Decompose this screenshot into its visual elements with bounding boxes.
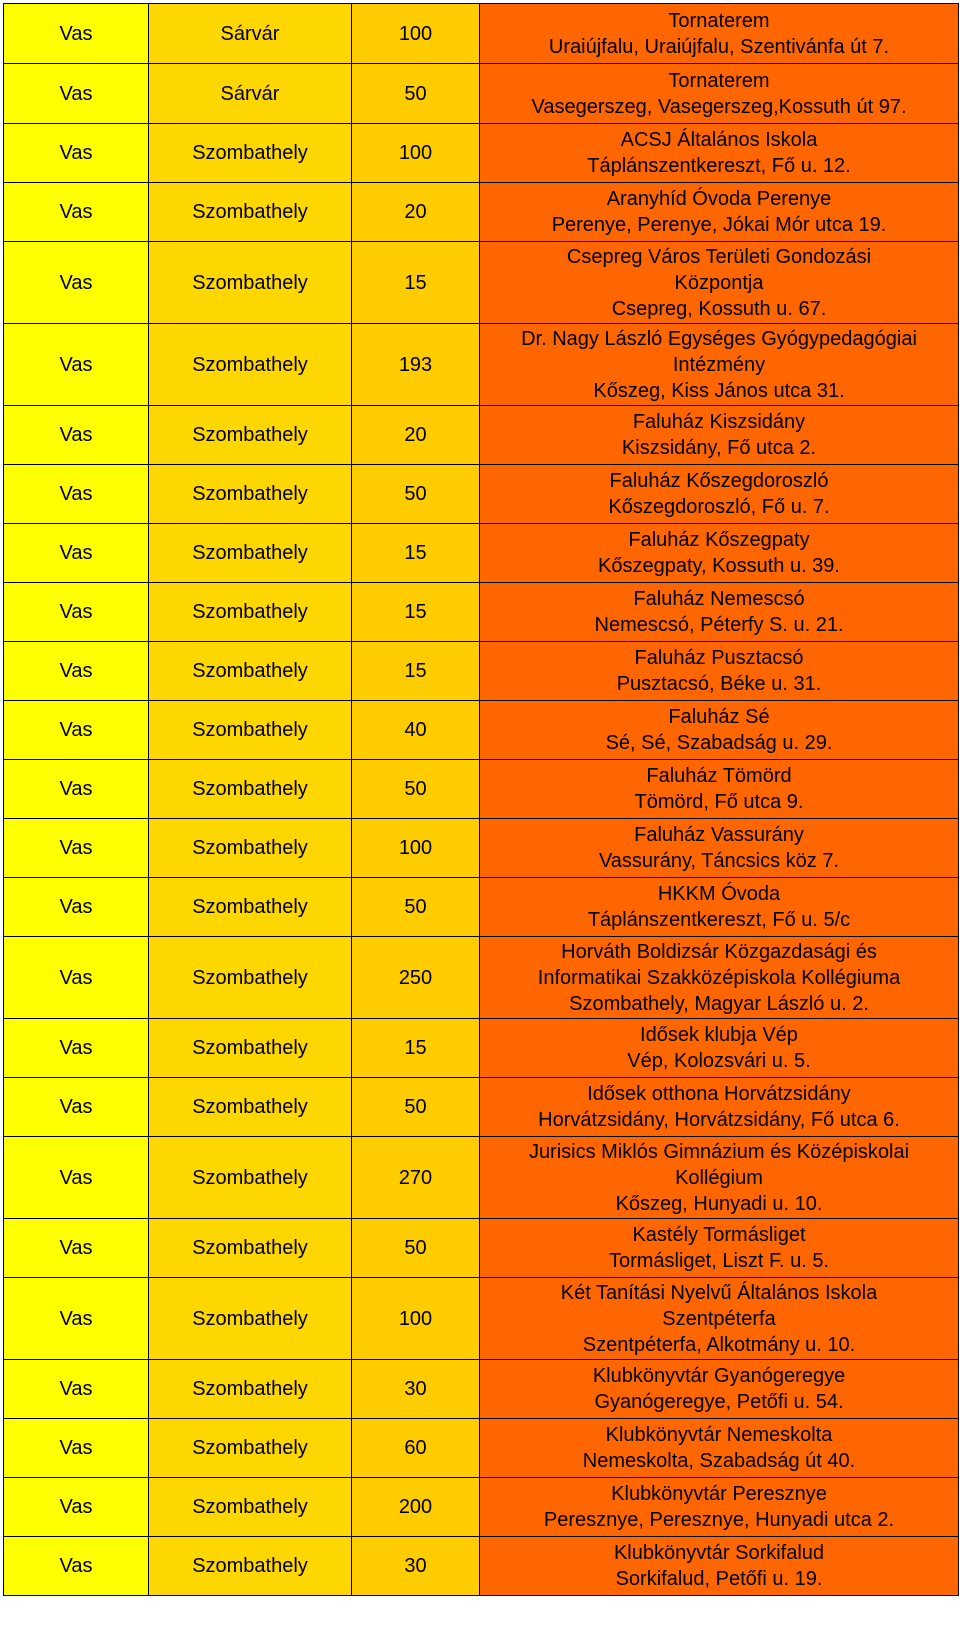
venue-name-line: Klubkönyvtár Peresznye — [611, 1483, 827, 1505]
venue-address: Kiszsidány, Fő utca 2. — [621, 437, 817, 459]
county-cell: Vas — [4, 937, 149, 1019]
city-cell: Sárvár — [149, 4, 352, 64]
county-cell: Vas — [4, 183, 149, 242]
venue-cell — [480, 1078, 959, 1137]
venue-name-line: Központja — [674, 271, 764, 294]
count-cell: 20 — [352, 406, 480, 465]
count-cell: 15 — [352, 1019, 480, 1078]
table-row — [4, 1019, 959, 1078]
city-cell: Szombathely — [149, 1278, 352, 1360]
venue-address: Vassurány, Táncsics köz 7. — [598, 850, 840, 872]
venue-name-line: Faluház Kőszegdoroszló — [609, 470, 829, 492]
table-row — [4, 701, 959, 760]
count-cell: 30 — [352, 1360, 480, 1419]
count-cell: 270 — [352, 1137, 480, 1219]
venue-cell — [480, 183, 959, 242]
table-row — [4, 324, 959, 406]
table-row — [4, 1078, 959, 1137]
county-cell: Vas — [4, 1137, 149, 1219]
venue-address: Kőszeg, Kiss János utca 31. — [593, 379, 845, 402]
table-row — [4, 583, 959, 642]
table-row — [4, 524, 959, 583]
venue-name-line: Szentpéterfa — [662, 1307, 776, 1330]
count-cell: 200 — [352, 1478, 480, 1537]
venue-name-line: Két Tanítási Nyelvű Általános Iskola — [560, 1281, 878, 1304]
venue-cell — [480, 1419, 959, 1478]
venue-cell — [480, 1019, 959, 1078]
table-row — [4, 878, 959, 937]
county-cell: Vas — [4, 1419, 149, 1478]
county-cell: Vas — [4, 1219, 149, 1278]
county-cell: Vas — [4, 642, 149, 701]
venue-name-line: Tornaterem — [668, 69, 770, 92]
city-cell: Szombathely — [149, 878, 352, 937]
venue-name-line: Kastély Tormásliget — [632, 1224, 806, 1246]
county-cell: Vas — [4, 878, 149, 937]
city-cell: Szombathely — [149, 1537, 352, 1596]
venue-address: Nemeskolta, Szabadság út 40. — [582, 1450, 856, 1472]
venue-address: Szentpéterfa, Alkotmány u. 10. — [582, 1333, 856, 1356]
venue-name-line: Informatikai Szakközépiskola Kollégiuma — [537, 966, 901, 989]
venue-address: Táplánszentkereszt, Fő u. 5/c — [587, 909, 851, 931]
city-cell: Szombathely — [149, 937, 352, 1019]
count-cell: 30 — [352, 1537, 480, 1596]
venue-cell — [480, 760, 959, 819]
venue-name-line: Idősek klubja Vép — [640, 1024, 798, 1046]
venue-name-line: Klubkönyvtár Sorkifalud — [613, 1542, 825, 1564]
venue-cell — [480, 524, 959, 583]
table-row — [4, 465, 959, 524]
county-cell: Vas — [4, 760, 149, 819]
venue-address: Perenye, Perenye, Jókai Mór utca 19. — [551, 214, 887, 236]
table-row — [4, 242, 959, 324]
count-cell: 50 — [352, 878, 480, 937]
city-cell: Szombathely — [149, 583, 352, 642]
city-cell: Szombathely — [149, 242, 352, 324]
venue-name-line: Jurisics Miklós Gimnázium és Középiskolai — [528, 1140, 910, 1163]
count-cell: 50 — [352, 465, 480, 524]
city-cell: Szombathely — [149, 1019, 352, 1078]
county-cell: Vas — [4, 1478, 149, 1537]
venue-cell — [480, 242, 959, 324]
venue-address: Szombathely, Magyar László u. 2. — [569, 992, 869, 1015]
count-cell: 50 — [352, 760, 480, 819]
county-cell: Vas — [4, 64, 149, 124]
venue-name-line: Klubkönyvtár Nemeskolta — [605, 1424, 833, 1446]
venue-cell — [480, 324, 959, 406]
county-cell: Vas — [4, 124, 149, 183]
city-cell: Szombathely — [149, 1360, 352, 1419]
count-cell: 50 — [352, 64, 480, 124]
county-cell: Vas — [4, 4, 149, 64]
county-cell: Vas — [4, 701, 149, 760]
venue-address: Vép, Kolozsvári u. 5. — [627, 1050, 811, 1072]
venue-address: Kőszegdoroszló, Fő u. 7. — [608, 496, 830, 518]
county-cell: Vas — [4, 406, 149, 465]
venue-cell — [480, 406, 959, 465]
table-row — [4, 64, 959, 124]
venue-address: Gyanógeregye, Petőfi u. 54. — [594, 1391, 844, 1413]
venue-name-line: Idősek otthona Horvátzsidány — [587, 1083, 851, 1105]
venue-name-line: Klubkönyvtár Gyanógeregye — [592, 1365, 846, 1387]
city-cell: Szombathely — [149, 760, 352, 819]
venue-cell — [480, 465, 959, 524]
venue-cell — [480, 583, 959, 642]
county-cell: Vas — [4, 1537, 149, 1596]
county-cell: Vas — [4, 324, 149, 406]
venue-cell — [480, 642, 959, 701]
venue-cell — [480, 1278, 959, 1360]
city-cell: Szombathely — [149, 324, 352, 406]
count-cell: 40 — [352, 701, 480, 760]
table-row — [4, 1219, 959, 1278]
table-row — [4, 406, 959, 465]
count-cell: 193 — [352, 324, 480, 406]
city-cell: Szombathely — [149, 1078, 352, 1137]
venue-name-line: Aranyhíd Óvoda Perenye — [606, 188, 832, 210]
city-cell: Szombathely — [149, 819, 352, 878]
city-cell: Szombathely — [149, 183, 352, 242]
venue-address: Kőszeg, Hunyadi u. 10. — [615, 1192, 823, 1215]
count-cell: 15 — [352, 583, 480, 642]
city-cell: Szombathely — [149, 642, 352, 701]
county-cell: Vas — [4, 1078, 149, 1137]
county-cell: Vas — [4, 819, 149, 878]
count-cell: 100 — [352, 4, 480, 64]
venue-cell — [480, 701, 959, 760]
count-cell: 15 — [352, 242, 480, 324]
venue-cell — [480, 124, 959, 183]
venue-address: Peresznye, Peresznye, Hunyadi utca 2. — [543, 1509, 895, 1531]
city-cell: Szombathely — [149, 1419, 352, 1478]
count-cell: 100 — [352, 124, 480, 183]
city-cell: Szombathely — [149, 701, 352, 760]
venue-name-line: ACSJ Általános Iskola — [620, 129, 818, 151]
venue-address: Uraiújfalu, Uraiújfalu, Szentivánfa út 7. — [548, 35, 890, 58]
venue-cell — [480, 1478, 959, 1537]
venue-cell — [480, 878, 959, 937]
city-cell: Szombathely — [149, 465, 352, 524]
table-row — [4, 1478, 959, 1537]
table-row — [4, 1278, 959, 1360]
venue-address: Horvátzsidány, Horvátzsidány, Fő utca 6. — [538, 1109, 900, 1131]
venue-cell — [480, 4, 959, 64]
venue-name-line: Dr. Nagy László Egységes Gyógypedagógiai — [521, 327, 917, 350]
venue-address: Tömörd, Fő utca 9. — [634, 791, 804, 813]
count-cell: 60 — [352, 1419, 480, 1478]
count-cell: 15 — [352, 524, 480, 583]
venue-cell — [480, 819, 959, 878]
count-cell: 50 — [352, 1219, 480, 1278]
venue-address: Csepreg, Kossuth u. 67. — [611, 297, 827, 320]
county-cell: Vas — [4, 1360, 149, 1419]
city-cell: Sárvár — [149, 64, 352, 124]
venue-cell — [480, 64, 959, 124]
table-row — [4, 937, 959, 1019]
venue-name-line: Csepreg Város Területi Gondozási — [566, 245, 872, 268]
count-cell: 250 — [352, 937, 480, 1019]
venue-name-line: Faluház Vassurány — [634, 824, 804, 846]
table-row — [4, 124, 959, 183]
venue-table — [3, 3, 959, 1596]
venue-name-line: Faluház Pusztacsó — [634, 647, 804, 669]
venue-name-line: HKKM Óvoda — [657, 883, 781, 905]
county-cell: Vas — [4, 583, 149, 642]
venue-address: Táplánszentkereszt, Fő u. 12. — [587, 155, 851, 177]
city-cell: Szombathely — [149, 1219, 352, 1278]
table-row — [4, 183, 959, 242]
venue-table-body — [4, 4, 959, 1596]
venue-name-line: Intézmény — [672, 353, 766, 376]
county-cell: Vas — [4, 465, 149, 524]
venue-name-line: Faluház Sé — [668, 706, 770, 728]
table-row — [4, 1419, 959, 1478]
venue-name-line: Kollégium — [675, 1166, 763, 1189]
city-cell: Szombathely — [149, 124, 352, 183]
table-row — [4, 1537, 959, 1596]
count-cell: 100 — [352, 819, 480, 878]
venue-cell — [480, 1360, 959, 1419]
count-cell: 15 — [352, 642, 480, 701]
city-cell: Szombathely — [149, 524, 352, 583]
table-row — [4, 760, 959, 819]
table-row — [4, 1137, 959, 1219]
venue-name-line: Faluház Kőszegpaty — [628, 529, 810, 551]
city-cell: Szombathely — [149, 1478, 352, 1537]
venue-name-line: Horváth Boldizsár Közgazdasági és — [561, 940, 877, 963]
venue-cell — [480, 1137, 959, 1219]
venue-address: Nemescsó, Péterfy S. u. 21. — [594, 614, 844, 636]
venue-cell — [480, 937, 959, 1019]
county-cell: Vas — [4, 1019, 149, 1078]
table-row — [4, 642, 959, 701]
venue-cell — [480, 1537, 959, 1596]
table-row — [4, 4, 959, 64]
venue-address: Pusztacsó, Béke u. 31. — [616, 673, 822, 695]
venue-name-line: Faluház Kiszsidány — [632, 411, 806, 433]
count-cell: 100 — [352, 1278, 480, 1360]
venue-address: Sé, Sé, Szabadság u. 29. — [605, 732, 833, 754]
count-cell: 20 — [352, 183, 480, 242]
venue-address: Tormásliget, Liszt F. u. 5. — [608, 1250, 830, 1272]
county-cell: Vas — [4, 1278, 149, 1360]
county-cell: Vas — [4, 242, 149, 324]
venue-address: Vasegerszeg, Vasegerszeg,Kossuth út 97. — [531, 95, 907, 118]
count-cell: 50 — [352, 1078, 480, 1137]
city-cell: Szombathely — [149, 1137, 352, 1219]
city-cell: Szombathely — [149, 406, 352, 465]
venue-name-line: Faluház Tömörd — [646, 765, 792, 787]
venue-address: Kőszegpaty, Kossuth u. 39. — [597, 555, 840, 577]
venue-name-line: Tornaterem — [668, 9, 770, 32]
venue-cell — [480, 1219, 959, 1278]
county-cell: Vas — [4, 524, 149, 583]
table-row — [4, 1360, 959, 1419]
venue-address: Sorkifalud, Petőfi u. 19. — [615, 1568, 823, 1590]
table-row — [4, 819, 959, 878]
venue-name-line: Faluház Nemescsó — [633, 588, 805, 610]
